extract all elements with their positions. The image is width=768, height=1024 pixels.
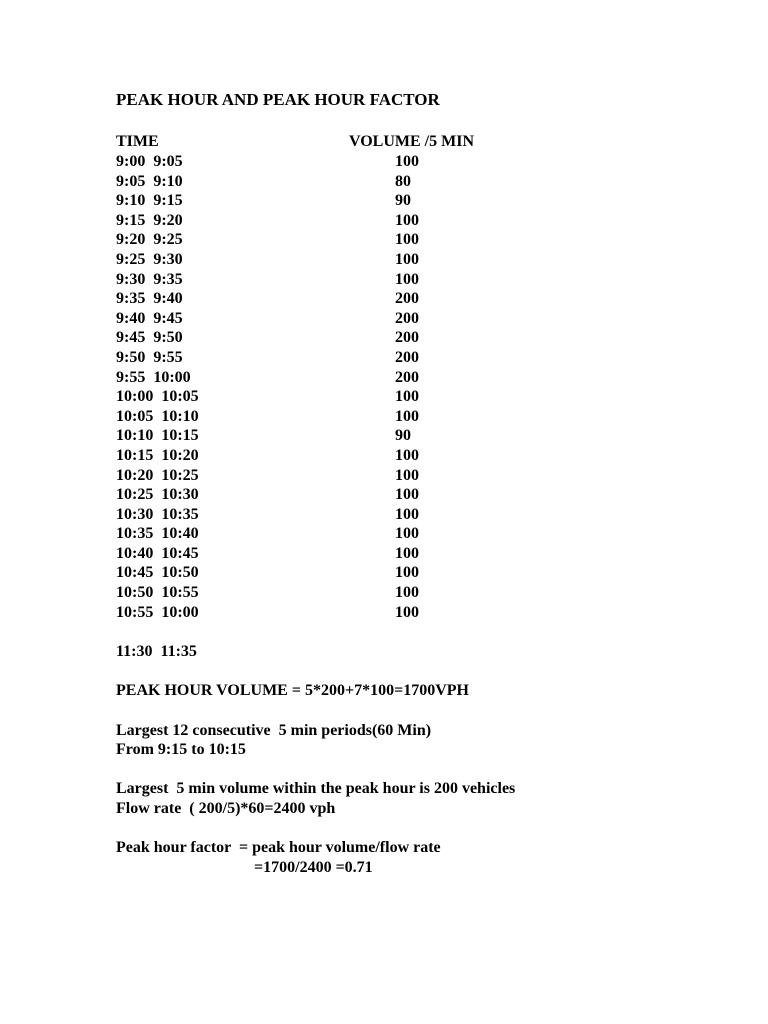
table-row (116, 524, 536, 544)
table-row (116, 211, 536, 231)
time-cell: 10:10 10:15 (116, 427, 199, 445)
time-cell: 9:45 9:50 (116, 329, 183, 347)
time-cell: 10:00 10:05 (116, 388, 199, 406)
table-row (116, 583, 536, 603)
time-column-header: TIME (116, 133, 159, 150)
time-cell: 10:05 10:10 (116, 407, 199, 425)
volume-cell: 200 (395, 290, 419, 308)
phf-formula-line: Peak hour factor = peak hour volume/flow rate (116, 839, 441, 856)
table-row (116, 270, 536, 290)
table-row (116, 230, 536, 250)
volume-cell: 100 (395, 250, 419, 268)
table-row (116, 603, 536, 623)
table-row (116, 407, 536, 427)
volume-cell: 200 (395, 309, 419, 327)
volume-cell: 100 (395, 544, 419, 562)
volume-cell: 100 (395, 584, 419, 602)
table-row (116, 544, 536, 564)
time-cell: 10:55 10:00 (116, 603, 199, 621)
table-row (116, 505, 536, 525)
time-cell: 10:20 10:25 (116, 466, 199, 484)
volume-cell: 200 (395, 329, 419, 347)
flow-rate-line: Flow rate ( 200/5)*60=2400 vph (116, 800, 336, 817)
table-row (116, 250, 536, 270)
table-row (116, 348, 536, 368)
table-row (116, 485, 536, 505)
volume-cell: 90 (395, 427, 411, 445)
table-row (116, 387, 536, 407)
volume-cell: 100 (395, 466, 419, 484)
time-cell: 10:45 10:50 (116, 564, 199, 582)
volume-cell: 100 (395, 505, 419, 523)
largest-5min-line: Largest 5 min volume within the peak hour is 200 vehicles (116, 780, 516, 797)
table-row (116, 466, 536, 486)
phf-result-line: =1700/2400 =0.71 (254, 859, 373, 876)
time-cell: 10:25 10:30 (116, 486, 199, 504)
time-cell: 9:15 9:20 (116, 211, 183, 229)
table-row (116, 309, 536, 329)
table-row (116, 563, 536, 583)
table-row (116, 289, 536, 309)
volume-cell: 100 (395, 388, 419, 406)
table-row (116, 191, 536, 211)
extra-time-entry: 11:30 11:35 (116, 643, 197, 660)
table-row (116, 426, 536, 446)
time-cell: 10:50 10:55 (116, 584, 199, 602)
volume-cell: 100 (395, 564, 419, 582)
volume-cell: 100 (395, 211, 419, 229)
time-cell: 9:40 9:45 (116, 309, 183, 327)
time-cell: 9:25 9:30 (116, 250, 183, 268)
time-cell: 10:15 10:20 (116, 446, 199, 464)
time-cell: 9:05 9:10 (116, 172, 183, 190)
volume-column-header: VOLUME /5 MIN (349, 133, 475, 150)
time-cell: 10:35 10:40 (116, 525, 199, 543)
time-cell: 9:50 9:55 (116, 348, 183, 366)
volume-cell: 100 (395, 153, 419, 170)
time-cell: 9:30 9:35 (116, 270, 183, 288)
page-title: PEAK HOUR AND PEAK HOUR FACTOR (116, 90, 440, 109)
volume-cell: 200 (395, 348, 419, 366)
time-cell: 9:10 9:15 (116, 192, 183, 210)
volume-cell: 100 (395, 407, 419, 425)
time-cell: 10:30 10:35 (116, 505, 199, 523)
table-row (116, 328, 536, 348)
volume-table (116, 152, 536, 622)
volume-cell: 80 (395, 172, 411, 190)
volume-cell: 100 (395, 525, 419, 543)
time-cell: 9:00 9:05 (116, 153, 183, 170)
time-cell: 9:55 10:00 (116, 368, 191, 386)
from-to-line: From 9:15 to 10:15 (116, 741, 246, 758)
table-row (116, 172, 536, 192)
largest-periods-line: Largest 12 consecutive 5 min periods(60 Min) (116, 722, 432, 739)
volume-cell: 100 (395, 486, 419, 504)
volume-cell: 100 (395, 603, 419, 621)
table-row (116, 152, 536, 172)
time-cell: 9:35 9:40 (116, 290, 183, 308)
volume-cell: 100 (395, 270, 419, 288)
volume-cell: 90 (395, 192, 411, 210)
table-row (116, 368, 536, 388)
table-row (116, 446, 536, 466)
volume-cell: 200 (395, 368, 419, 386)
volume-cell: 100 (395, 446, 419, 464)
peak-hour-volume-line: PEAK HOUR VOLUME = 5*200+7*100=1700VPH (116, 682, 469, 699)
time-cell: 10:40 10:45 (116, 544, 199, 562)
time-cell: 9:20 9:25 (116, 231, 183, 249)
volume-cell: 100 (395, 231, 419, 249)
